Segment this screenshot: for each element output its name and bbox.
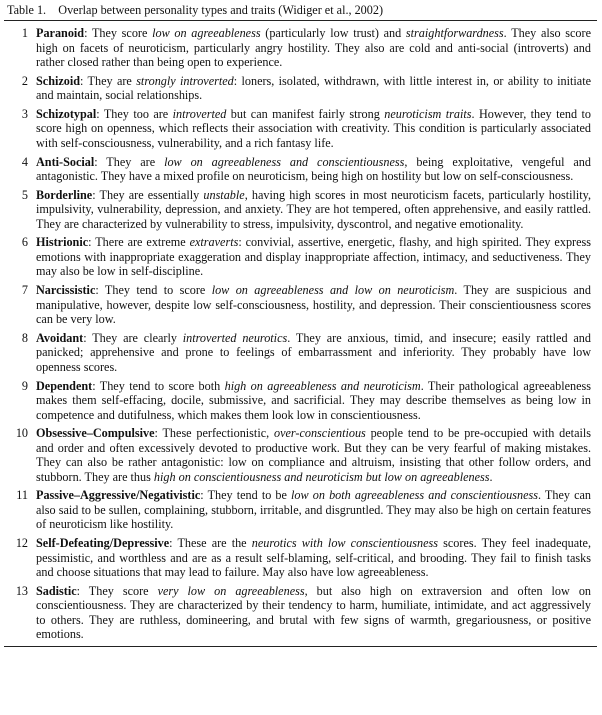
description-text: . They are suspicious and manipulative, however, despite low self-consciousness, hostility, and depression. Their conscientiousness scores can be very low. — [36, 283, 591, 327]
row-number: 5 — [21, 187, 28, 202]
trait-emphasis: neurotics with low conscientiousness — [251, 536, 439, 551]
trait-emphasis: low on agreeableness — [152, 26, 261, 40]
row-description — [36, 155, 597, 184]
table-row — [4, 107, 597, 151]
personality-type-term: Paranoid — [36, 26, 85, 40]
table-title: Overlap between personality types and traits (Widiger et al., 2002) — [58, 3, 384, 17]
description-text: : They score — [84, 26, 153, 40]
row-description — [36, 235, 597, 279]
row-number: 4 — [21, 154, 28, 169]
row-description — [36, 488, 597, 532]
description-text: : They are — [80, 73, 137, 88]
trait-emphasis: unstable — [203, 187, 245, 202]
row-description — [36, 107, 597, 151]
description-text: people tend to be pre-occupied with details and order and often excessively devoted to productive work. But they can be very fearful of making mistakes. They can also be rather antagonistic: low on compliance and altruism, insisting that other follow orders, and stubborn. They are thus — [36, 426, 591, 484]
description-text: : They tend to score — [95, 283, 212, 298]
row-description — [36, 426, 597, 484]
table-row — [4, 74, 597, 103]
row-description — [36, 188, 597, 232]
table-row — [4, 584, 597, 642]
trait-emphasis: very low on agreeableness — [157, 583, 305, 598]
table-row — [4, 488, 597, 532]
description-text: : They tend to score both — [92, 378, 225, 393]
description-text: : They too are — [96, 106, 173, 121]
row-number: 2 — [21, 73, 28, 88]
table-row — [4, 331, 597, 375]
trait-emphasis: high on agreeableness and neuroticism — [224, 378, 421, 393]
description-text: . Their pathological agreeableness makes them self-effacing, docile, submissive, and sacrificial. They may describe themselves as being low in competence and dutifulness, which makes them look low in conscientiousness. — [36, 378, 591, 422]
row-number: 13 — [15, 583, 28, 598]
description-text: . They can also said to be sullen, complaining, stubborn, irritable, and disgruntled. They may also be high on certain features of neuroticism like hostility. — [36, 488, 591, 532]
row-number: 11 — [16, 488, 28, 503]
trait-emphasis: straightforwardness — [405, 26, 504, 40]
description-text: . They are anxious, timid, and insecure; easily rattled and panicked; apprehensive and prone to feelings of embarrassment and inferiority. They probably have low openness scores. — [36, 330, 591, 374]
description-text: : convivial, assertive, energetic, flashy, and high spirited. They express emotions with inappropriate exaggeration and display inappropriate affection, intimacy, and seductiveness. They may also be low in self-discipline. — [36, 235, 591, 279]
description-text: . However, they tend to score high on openness, which reflects their association with creativity. This condition is particularly associated with self-consciousness, vulnerability, and a rich fantasy life. — [36, 106, 591, 150]
personality-type-term: Self-Defeating/Depressive — [36, 536, 170, 551]
description-text: , being exploitative, vengeful and antagonistic. They have a mixed profile on neuroticism, being high on hostility but low on self-consciousness. — [36, 154, 591, 184]
row-description — [36, 584, 597, 642]
personality-type-term: Obsessive–Compulsive — [36, 426, 155, 441]
personality-type-term: Histrionic — [36, 235, 89, 250]
description-text: (particularly low trust) and — [260, 26, 406, 40]
table-row — [4, 379, 597, 423]
personality-type-term: Avoidant — [36, 330, 84, 345]
row-description — [36, 74, 597, 103]
personality-type-term: Schizoid — [36, 73, 81, 88]
description-text: : They are — [94, 154, 165, 169]
row-description — [36, 379, 597, 423]
table-row — [4, 426, 597, 484]
trait-emphasis: extraverts — [189, 235, 239, 250]
table-label: Table 1. — [7, 3, 47, 17]
row-description — [36, 26, 597, 70]
description-text: , but also high on extraversion and often low on conscientiousness. They are characterized by their tendency to harm, humiliate, intimidate, and act aggressively to others. They are ruthless, domineering, and brutal with few signs of warmth, gregariousness, or positive emotions. — [36, 583, 592, 642]
table-row — [4, 536, 597, 580]
personality-type-term: Borderline — [36, 187, 93, 202]
personality-type-term: Anti-Social — [36, 154, 95, 169]
table-row — [4, 155, 597, 184]
trait-emphasis: introverted neurotics — [182, 330, 288, 345]
row-number: 12 — [15, 536, 28, 551]
personality-type-term: Passive–Aggressive/Negativistic — [36, 488, 201, 503]
trait-emphasis: over-conscientious — [273, 426, 366, 441]
bottom-rule — [4, 646, 597, 647]
row-number: 3 — [21, 106, 28, 121]
row-number: 7 — [21, 283, 28, 298]
table-row — [4, 26, 597, 70]
trait-emphasis: neuroticism traits — [384, 106, 472, 121]
row-description — [36, 283, 597, 327]
table-row — [4, 235, 597, 279]
description-text: : They score — [76, 583, 158, 598]
description-text: : These perfectionistic, — [154, 426, 274, 441]
description-text: . — [489, 469, 493, 484]
row-number: 1 — [21, 26, 28, 40]
description-text: , having high scores in most neuroticism facets, particularly hostility, impulsivity, vulnerability, depression, and anxiety. They are hot tempered, often apprehensive, and easily rattled. They are characterized by vulnerability to stress, impulsivity, dyscontrol, and negative emotionality. — [36, 187, 592, 231]
personality-type-term: Dependent — [36, 378, 93, 393]
table-caption — [4, 2, 597, 20]
table-row — [4, 283, 597, 327]
description-text: but can manifest fairly strong — [226, 106, 385, 121]
row-number: 6 — [21, 235, 28, 250]
row-number: 9 — [21, 378, 28, 393]
description-text: : They tend to be — [200, 488, 292, 503]
table-row — [4, 188, 597, 232]
description-text: : They are clearly — [83, 330, 183, 345]
personality-type-term: Schizotypal — [36, 106, 97, 121]
trait-emphasis: introverted — [172, 106, 227, 121]
row-description — [36, 331, 597, 375]
description-text: : loners, isolated, withdrawn, with little interest in, or ability to initiate and maintain, social relationships. — [36, 73, 591, 103]
row-number: 10 — [15, 426, 28, 441]
overlap-table — [4, 2, 597, 647]
personality-type-term: Narcissistic — [36, 283, 96, 298]
trait-emphasis: low on agreeableness and conscientiousness — [164, 154, 405, 169]
description-text: scores. They feel inadequate, pessimistic, and worthless and are as a result self-blaming, self-critical, and brooding. They fail to finish tasks and choose situations that may lead to failure. May also have low agreeableness. — [36, 536, 591, 580]
table-body — [4, 21, 597, 642]
trait-emphasis: low on agreeableness and low on neuroticism — [211, 283, 455, 298]
description-text: : These are the — [169, 536, 252, 551]
row-description — [36, 536, 597, 580]
trait-emphasis: high on conscientiousness and neuroticism but low on agreeableness — [153, 469, 490, 484]
description-text: : They are essentially — [92, 187, 204, 202]
description-text: : There are extreme — [88, 235, 190, 250]
row-number: 8 — [21, 330, 28, 345]
personality-type-term: Sadistic — [36, 583, 77, 598]
trait-emphasis: strongly introverted — [136, 73, 234, 88]
description-text: . They also score high on facets of neuroticism, particularly angry hostility. They also are cold and anti-social (introverts) and rather closed rather than being open to experience. — [36, 26, 591, 69]
trait-emphasis: low on both agreeableness and conscientiousness — [291, 488, 538, 503]
